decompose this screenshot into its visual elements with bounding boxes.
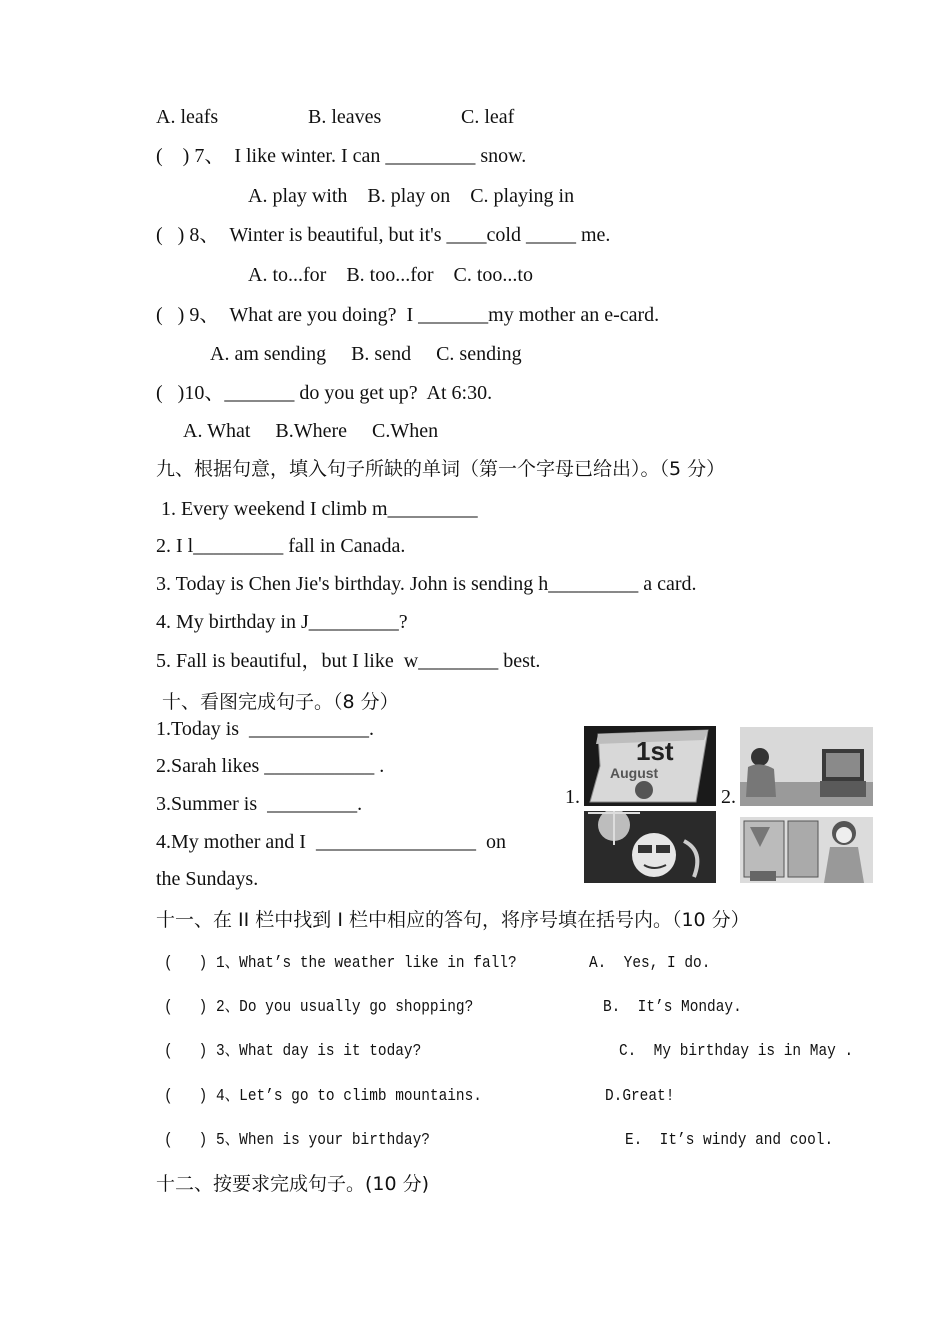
- matching-answer: A. Yes, I do.: [589, 954, 711, 973]
- section-9-item: 1. Every weekend I climb m_________: [156, 498, 478, 520]
- option-b-q6: B. leaves: [308, 106, 382, 128]
- matching-question: ( ) 3、What day is it today?: [164, 1042, 422, 1061]
- calendar-day-text: 1st: [636, 736, 674, 766]
- question-8: ( ) 8、 Winter is beautiful, but it's ____cold _____ me.: [156, 224, 611, 246]
- picture-number-1: 1.: [565, 786, 580, 808]
- section-11-title: 十一、在 II 栏中找到 I 栏中相应的答句，将序号填在括号内。（10 分）: [156, 909, 750, 931]
- question-10: ( )10、_______ do you get up? At 6:30.: [156, 382, 493, 404]
- section-12-title: 十二、按要求完成句子。(10 分): [156, 1173, 430, 1195]
- question-9: ( ) 9、 What are you doing? I _______my mother an e-card.: [156, 304, 660, 326]
- question-7-options: A. play with B. play on C. playing in: [248, 185, 575, 207]
- question-8-options: A. to...for B. too...for C. too...to: [248, 264, 533, 286]
- matching-answer: E. It’s windy and cool.: [625, 1131, 834, 1150]
- section-10-title: 十、看图完成句子。（8 分）: [156, 691, 399, 713]
- question-7: ( ) 7、 I like winter. I can _________ snow.: [156, 145, 527, 167]
- section-10-item: 2.Sarah likes ___________ .: [156, 755, 385, 777]
- section-9-item: 2. I l_________ fall in Canada.: [156, 535, 406, 557]
- matching-question: ( ) 4、Let’s go to climb mountains.: [164, 1087, 482, 1106]
- section-10-item: 1.Today is ____________.: [156, 718, 375, 740]
- section-10-item: 3.Summer is _________.: [156, 793, 363, 815]
- matching-question: ( ) 2、Do you usually go shopping?: [164, 998, 474, 1017]
- calendar-picture: [584, 726, 716, 806]
- section-9-item: 3. Today is Chen Jie's birthday. John is sending h_________ a card.: [156, 573, 697, 595]
- question-10-options: A. What B.Where C.When: [183, 420, 439, 442]
- section-10-item: the Sundays.: [156, 868, 259, 890]
- matching-question: ( ) 5、When is your birthday?: [164, 1131, 430, 1150]
- watching-tv-picture: [740, 727, 873, 806]
- matching-answer: C. My birthday is in May .: [619, 1042, 854, 1061]
- section-9-item: 5. Fall is beautiful，but I like w________ best.: [156, 650, 541, 672]
- shopping-picture: [740, 817, 873, 883]
- picture-number-2: 2.: [721, 786, 736, 808]
- calendar-month-text: August: [610, 765, 659, 781]
- section-9-item: 4. My birthday in J_________?: [156, 611, 408, 633]
- section-9-title: 九、根据句意，填入句子所缺的单词（第一个字母已给出）。（5 分）: [156, 458, 726, 480]
- matching-answer: D.Great!: [605, 1087, 675, 1106]
- option-a-q6: A. leafs: [156, 106, 219, 128]
- matching-answer: B. It’s Monday.: [603, 998, 742, 1017]
- hot-summer-picture: [584, 811, 716, 883]
- question-9-options: A. am sending B. send C. sending: [210, 343, 522, 365]
- section-10-item: 4.My mother and I ________________ on: [156, 831, 506, 853]
- option-c-q6: C. leaf: [461, 106, 515, 128]
- matching-question: ( ) 1、What’s the weather like in fall?: [164, 954, 517, 973]
